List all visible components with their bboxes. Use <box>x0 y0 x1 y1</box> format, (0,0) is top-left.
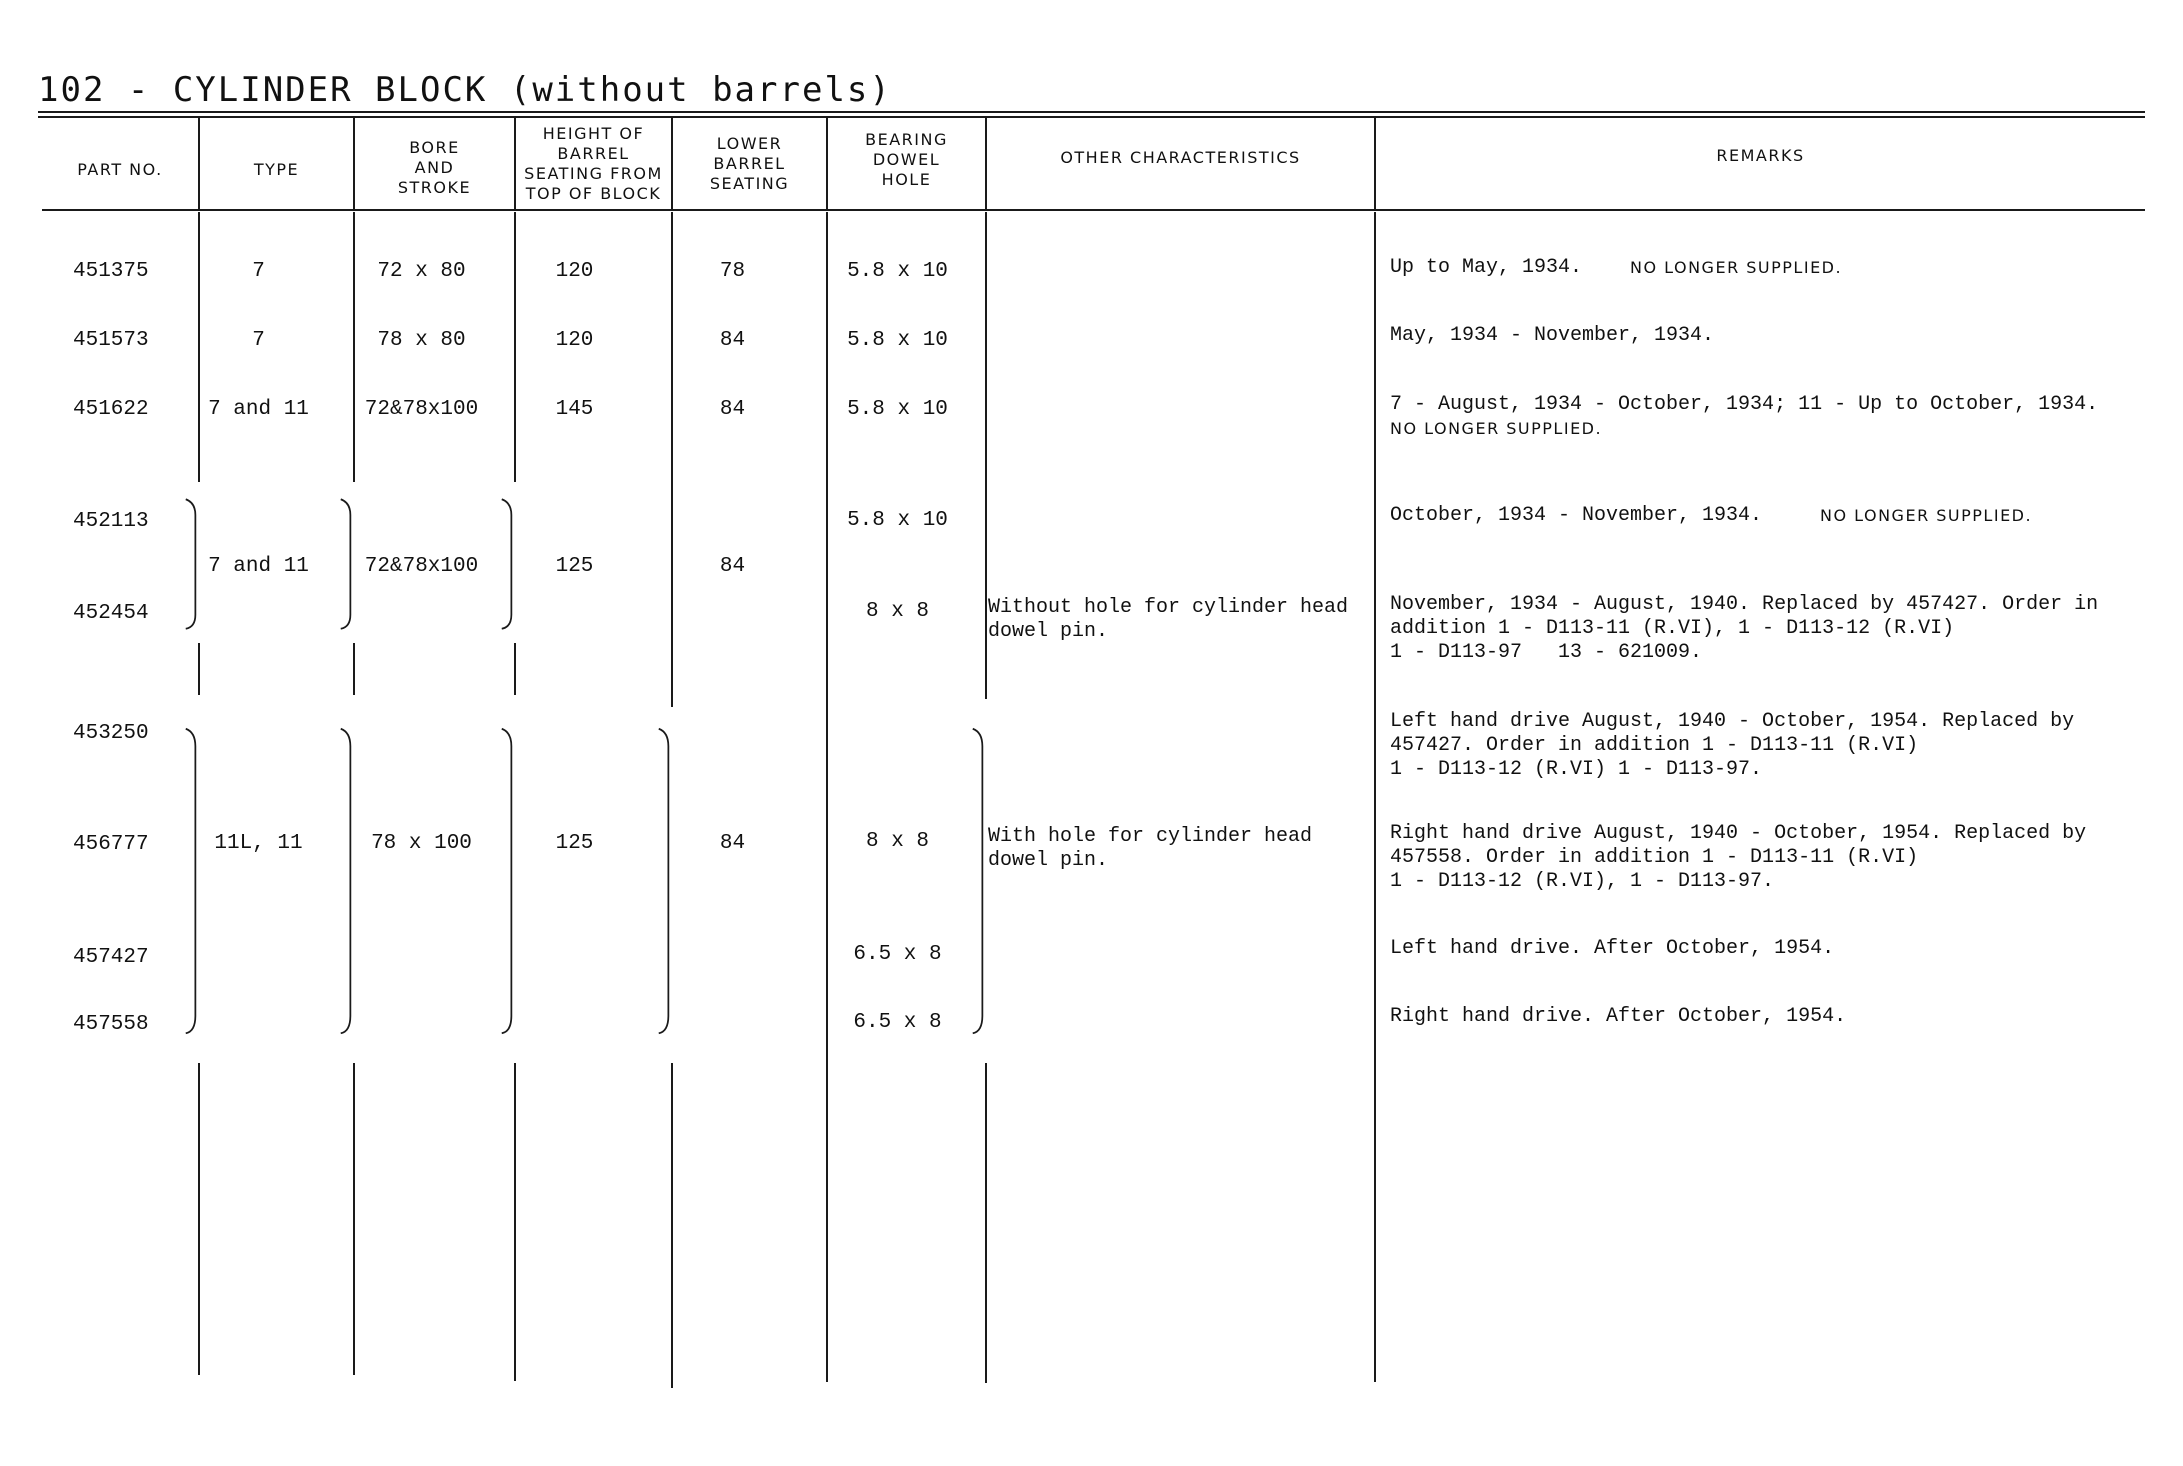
type-value: 7 and 11 <box>208 555 309 578</box>
part-number: 452113 <box>73 510 149 533</box>
lower-seating-value: 84 <box>719 555 746 578</box>
part-number: 451573 <box>73 329 149 352</box>
col-line <box>985 1063 987 1383</box>
col-line <box>1374 212 1376 1382</box>
header-part-no: PART NO. <box>77 160 163 179</box>
remark-text: November, 1934 - August, 1940. Replaced by 457427. Order in addition 1 - D113-11 (R.VI), 1 - D113-12 (R.VI) 1 - D113-97 13 - 621009. <box>1390 593 2099 664</box>
bore-stroke-value: 78 x 100 <box>371 832 472 855</box>
part-number: 457427 <box>73 946 149 969</box>
bracket-icon <box>657 705 671 1057</box>
height-value: 120 <box>555 260 594 283</box>
bracket-icon <box>184 488 198 640</box>
header-lower-seating: LOWER BARREL SEATING <box>709 134 790 193</box>
bracket-icon <box>339 488 353 640</box>
lower-seating-value: 84 <box>719 832 746 855</box>
height-value: 120 <box>555 329 594 352</box>
type-value: 7 and 11 <box>208 398 309 421</box>
remark-text: Left hand drive August, 1940 - October, 1954. Replaced by 457427. Order in addition 1 - D113-11 (R.VI) 1 - D113-12 (R.VI) 1 - D113-97. <box>1390 710 2075 781</box>
status-note: NO LONGER SUPPLIED. <box>1390 419 1603 438</box>
top-rule <box>38 111 2145 113</box>
dowel-hole-value: 5.8 x 10 <box>847 329 948 352</box>
col-line <box>353 643 355 695</box>
dowel-hole-value: 8 x 8 <box>865 600 929 623</box>
bore-stroke-value: 72&78x100 <box>364 398 479 421</box>
bracket-icon <box>339 705 353 1057</box>
part-number: 452454 <box>73 602 149 625</box>
dowel-hole-value: 6.5 x 8 <box>853 943 942 966</box>
part-number: 456777 <box>73 833 149 856</box>
remark-text: 7 - August, 1934 - October, 1934; 11 - Up to October, 1934. <box>1390 393 2099 416</box>
bore-stroke-value: 72 x 80 <box>377 260 466 283</box>
col-line <box>198 643 200 695</box>
col-line <box>826 212 828 1382</box>
other-characteristics: With hole for cylinder head dowel pin. <box>988 825 1313 872</box>
remark-text: Up to May, 1934. <box>1390 256 1583 279</box>
remark-text: Right hand drive. After October, 1954. <box>1390 1005 1847 1028</box>
col-line <box>514 1063 516 1381</box>
part-number: 453250 <box>73 722 149 745</box>
lower-seating-value: 84 <box>719 329 746 352</box>
lower-seating-value: 78 <box>719 260 746 283</box>
lower-seating-value: 84 <box>719 398 746 421</box>
header-dowel-hole: BEARING DOWEL HOLE <box>865 130 948 189</box>
header-remarks: REMARKS <box>1716 146 1805 165</box>
bore-stroke-value: 78 x 80 <box>377 329 466 352</box>
page-title: 102 - CYLINDER BLOCK (without barrels) <box>38 70 892 110</box>
part-number: 457558 <box>73 1013 149 1036</box>
header-rule <box>42 209 2145 211</box>
part-number: 451375 <box>73 260 149 283</box>
header-other-characteristics: OTHER CHARACTERISTICS <box>1060 148 1301 167</box>
height-value: 125 <box>555 555 594 578</box>
height-value: 145 <box>555 398 594 421</box>
header-type: TYPE <box>253 160 300 179</box>
status-note: NO LONGER SUPPLIED. <box>1820 506 2033 525</box>
bore-stroke-value: 72&78x100 <box>364 555 479 578</box>
bracket-icon <box>500 488 514 640</box>
other-characteristics: Without hole for cylinder head dowel pin. <box>988 596 1349 643</box>
header-bore-stroke: BORE AND STROKE <box>397 138 472 197</box>
remark-text: October, 1934 - November, 1934. <box>1390 504 1763 527</box>
dowel-hole-value: 6.5 x 8 <box>853 1011 942 1034</box>
bracket-icon <box>971 705 985 1057</box>
dowel-hole-value: 5.8 x 10 <box>847 509 948 532</box>
col-line <box>198 1063 200 1375</box>
dowel-hole-value: 5.8 x 10 <box>847 260 948 283</box>
height-value: 125 <box>555 832 594 855</box>
status-note: NO LONGER SUPPLIED. <box>1630 258 1843 277</box>
remark-text: Right hand drive August, 1940 - October, 1954. Replaced by 457558. Order in addition 1 - D113-11 (R.VI) 1 - D113-12 (R.VI), 1 - D113-97. <box>1390 822 2087 893</box>
type-value: 7 <box>252 260 265 283</box>
bracket-icon <box>500 705 514 1057</box>
type-value: 7 <box>252 329 265 352</box>
col-line <box>353 1063 355 1375</box>
part-number: 451622 <box>73 398 149 421</box>
remark-text: Left hand drive. After October, 1954. <box>1390 937 1835 960</box>
col-line <box>671 1063 673 1388</box>
col-line <box>671 212 673 707</box>
bracket-icon <box>184 705 198 1057</box>
dowel-hole-value: 5.8 x 10 <box>847 398 948 421</box>
remark-text: May, 1934 - November, 1934. <box>1390 324 1715 347</box>
header-height: HEIGHT OF BARREL SEATING FROM TOP OF BLOCK <box>524 124 663 203</box>
col-line <box>985 212 987 699</box>
type-value: 11L, 11 <box>214 832 303 855</box>
col-line <box>514 643 516 695</box>
dowel-hole-value: 8 x 8 <box>865 830 929 853</box>
